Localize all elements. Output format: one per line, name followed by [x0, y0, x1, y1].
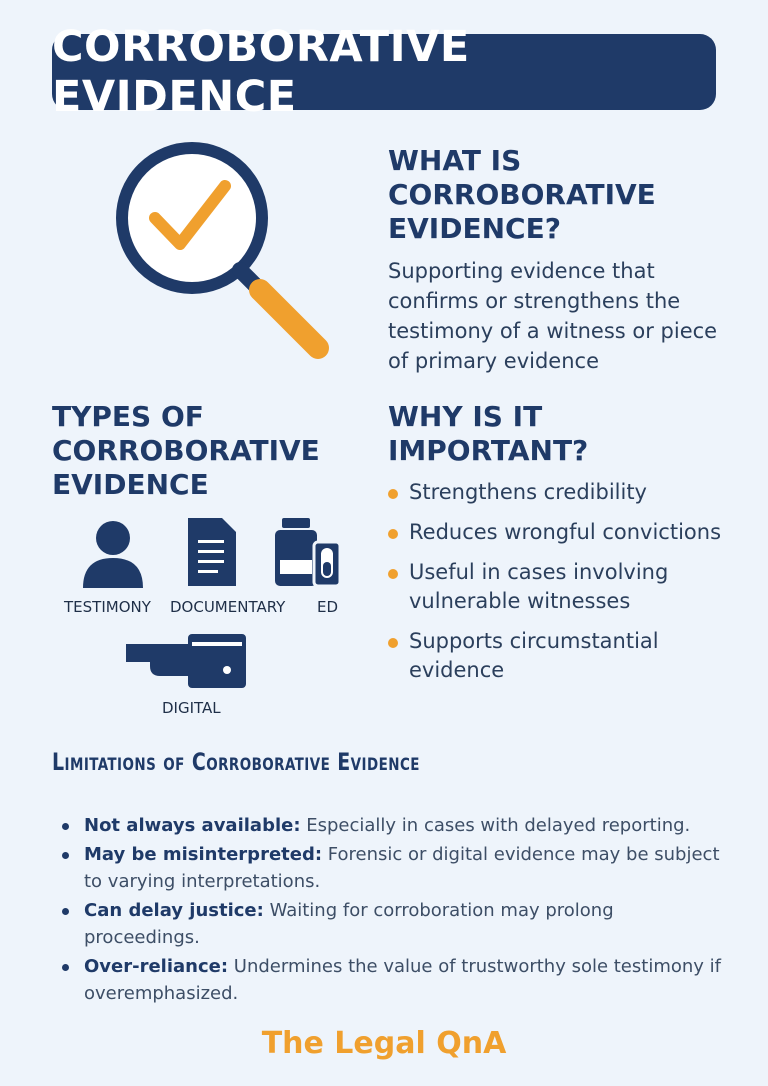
page-title: CORROBORATIVE EVIDENCE	[52, 22, 470, 122]
bullet-dot-icon	[388, 489, 398, 499]
bullet-dot-icon	[388, 529, 398, 539]
bullet-dot-icon	[388, 569, 398, 579]
bullet-icon	[62, 964, 69, 971]
list-item: Can delay justice: Waiting for corroboration may prolong proceedings.	[62, 897, 722, 951]
limitations-list	[62, 812, 722, 1009]
what-is-description: Supporting evidence that confirms or strengthens the testimony of a witness or piece of primary evidence	[388, 259, 718, 373]
type-label-ed: ED	[317, 598, 339, 616]
person-icon	[80, 518, 146, 590]
list-item: Useful in cases involving vulnerable witnesses	[388, 558, 748, 616]
why-list	[388, 478, 748, 696]
document-icon	[186, 516, 238, 588]
list-item: Over-reliance: Undermines the value of trustworthy sole testimony if overemphasized.	[62, 953, 722, 1007]
types-heading: TYPES OF CORROBORATIVE EVIDENCE	[52, 400, 320, 501]
limitations-heading: Limitations of Corroborative Evidence	[52, 748, 420, 776]
digital-device-icon	[124, 632, 248, 690]
bullet-icon	[62, 908, 69, 915]
title-banner	[52, 22, 716, 122]
why-heading: WHY IS IT IMPORTANT?	[388, 400, 589, 467]
forensic-jar-icon	[272, 516, 344, 588]
bullet-icon	[62, 852, 69, 859]
list-item: Supports circumstantial evidence	[388, 627, 748, 685]
list-item: Not always available: Especially in cases with delayed reporting.	[62, 812, 722, 839]
type-label-testimony: TESTIMONY	[64, 598, 151, 616]
magnifier-check-icon	[110, 140, 340, 365]
bullet-dot-icon	[388, 638, 398, 648]
list-item: Strengthens credibility	[388, 478, 748, 507]
type-label-digital: DIGITAL	[162, 699, 221, 717]
list-item: May be misinterpreted: Forensic or digital evidence may be subject to varying interpretations.	[62, 841, 722, 895]
footer-brand: The Legal QnA	[261, 1026, 507, 1061]
what-is-heading: WHAT IS CORROBORATIVE EVIDENCE?	[388, 144, 656, 245]
list-item: Reduces wrongful convictions	[388, 518, 748, 547]
bullet-icon	[62, 823, 69, 830]
type-label-documentary: DOCUMENTARY	[170, 598, 286, 616]
